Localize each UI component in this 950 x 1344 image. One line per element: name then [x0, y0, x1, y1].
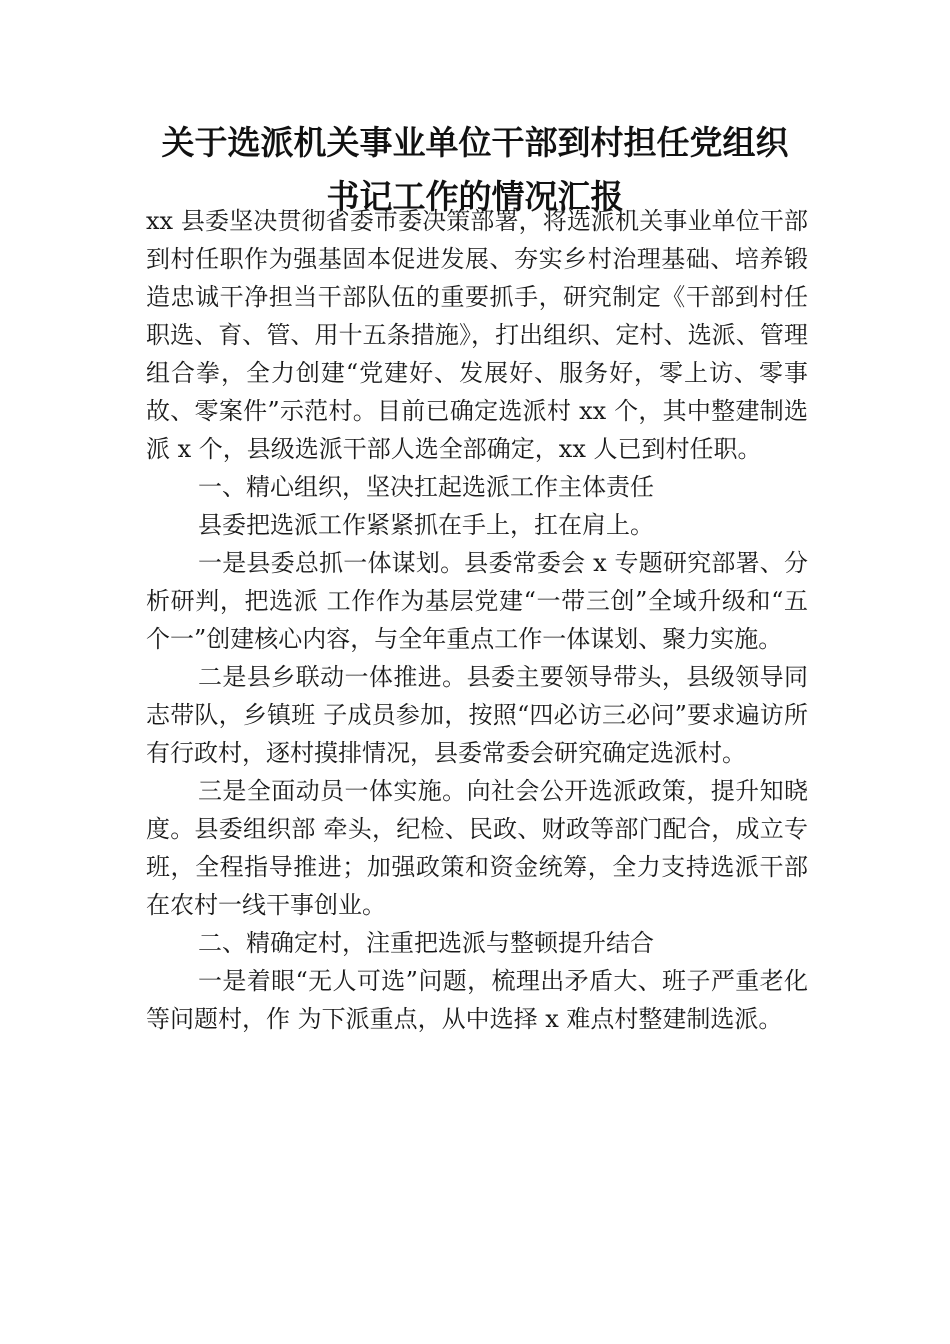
section-heading-2: 二、精确定村，注重把选派与整顿提升结合	[198, 929, 654, 957]
paragraph: 二是县乡联动一体推进。县委主要领导带头，县级领导同志带队，乡镇班 子成员参加，按照“四必访三必问”要求遍访所有行政村，逐村摸排情况，县委常委会研究确定选派村。	[146, 663, 808, 767]
document-body	[146, 202, 808, 1038]
title-line-1: 关于选派机关事业单位干部到村担任党组织	[161, 123, 789, 162]
section-heading-1: 一、精心组织，坚决扛起选派工作主体责任	[198, 473, 654, 501]
title-line-2: 书记工作的情况汇报	[326, 177, 624, 216]
paragraph: 一是县委总抓一体谋划。县委常委会 x 专题研究部署、分析研判，把选派 工作作为基层党建“一带三创”全域升级和“五个一”创建核心内容，与全年重点工作一体谋划、聚力实施。	[146, 549, 808, 653]
intro-paragraph: xx 县委坚决贯彻省委市委决策部署，将选派机关事业单位干部到村任职作为强基固本促进发展、夯实乡村治理基础、培养锻造忠诚干净担当干部队伍的重要抓手，研究制定《干部到村任职选、育、管、用十五条措施》，打出组织、定村、选派、管理组合拳，全力创建“党建好、发展好、服务好，零上访、零事故、零案件”示范村。目前已确定选派村 xx 个，其中整建制选派 x 个，县级选派干部人选全部确定，xx 人已到村任职。	[146, 207, 808, 463]
paragraph: 三是全面动员一体实施。向社会公开选派政策，提升知晓度。县委组织部 牵头，纪检、民政、财政等部门配合，成立专班，全程指导推进；加强政策和资金统筹，全力支持选派干部在农村一线干事创业。	[146, 777, 808, 919]
paragraph: 县委把选派工作紧紧抓在手上，扛在肩上。	[198, 511, 654, 539]
paragraph: 一是着眼“无人可选”问题，梳理出矛盾大、班子严重老化等问题村，作 为下派重点，从中选择 x 难点村整建制选派。	[146, 967, 808, 1033]
